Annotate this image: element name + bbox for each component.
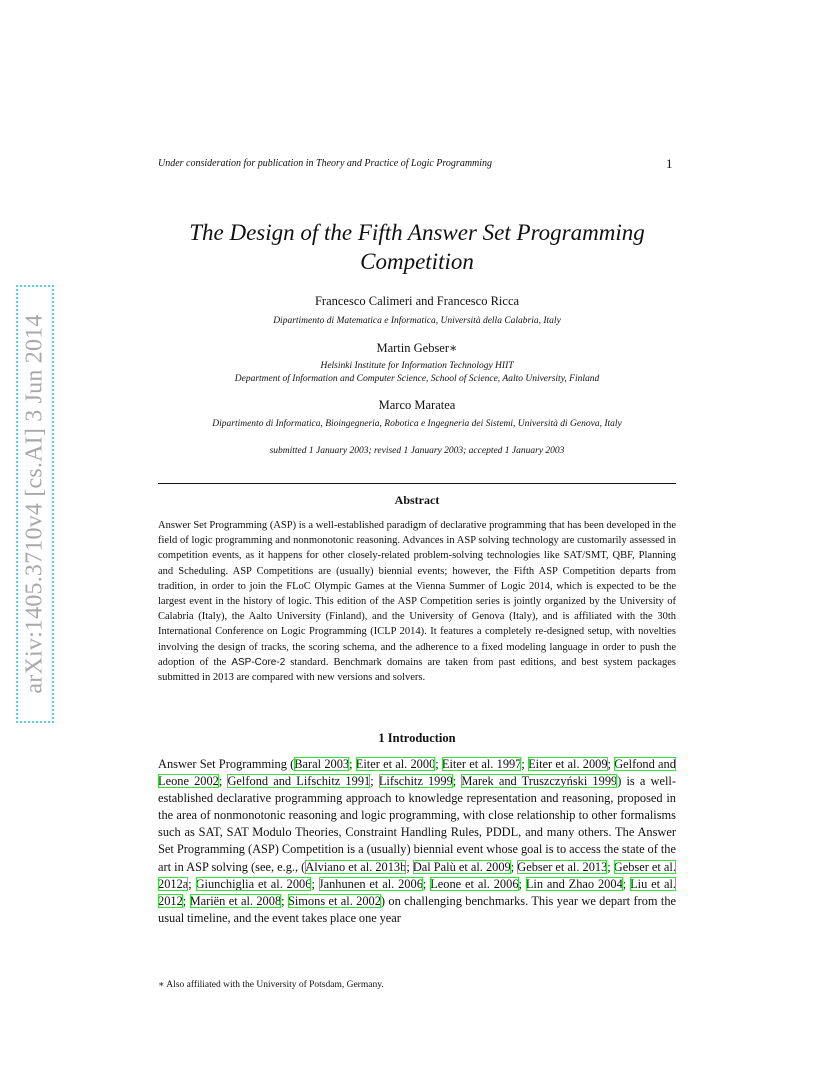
citation-link[interactable]: Alviano et al. 2013b bbox=[305, 859, 407, 874]
citation-link[interactable]: Dal Palù et al. 2009 bbox=[412, 859, 511, 874]
paper-title: The Design of the Fifth Answer Set Programming Competition bbox=[189, 220, 645, 274]
section-heading: 1 Introduction bbox=[378, 731, 456, 745]
introduction-body: Answer Set Programming (Baral 2003; Eiter et al. 2000; Eiter et al. 1997; Eiter et al. 2009; Gelfond and Leone 2002; Gelfond and Lifschitz 1991; Lifschitz 1999; Marek and Truszczyński 1999) is a well-established declarative programming approach to knowledge representation and reasoning, proposed in the area of nonmonotonic reasoning and logic programming, with close relationship to other formalisms such as SAT, SAT Modulo Theories, Constraint Handling Rules, PDDL, and many others. The Answer Set Programming (ASP) Competition is a (usually) biennial event whose goal is to access the state of the art in ASP solving (see, e.g., (Alviano et al. 2013b; Dal Palù et al. 2009; Gebser et al. 2013; Gebser et al. 2012a; Giunchiglia et al. 2006; Janhunen et al. 2006; Leone et al. 2006; Lin and Zhao 2004; Liu et al. 2012; Mariën et al. 2008; Simons et al. 2002) on challenging benchmarks. This year we depart from the usual timeline, and the event takes place one year bbox=[158, 757, 677, 925]
body-text: ) on challenging benchmarks. This year we depart from the usual timeline, and the event takes place one year bbox=[158, 893, 677, 925]
citation-link[interactable]: Baral 2003 bbox=[294, 757, 350, 771]
author-names: Marco Maratea bbox=[378, 398, 456, 412]
citation-link[interactable]: Eiter et al. 1997 bbox=[441, 757, 522, 771]
citation-link[interactable]: Gebser et al. 2012a bbox=[158, 859, 676, 891]
author-names: Francesco Calimeri and Francesco Ricca bbox=[314, 294, 520, 308]
citation-link[interactable]: Simons et al. 2002 bbox=[287, 893, 381, 908]
citation-link[interactable]: Janhunen et al. 2006 bbox=[318, 876, 423, 891]
citation-link[interactable]: Liu et al. 2012 bbox=[158, 876, 676, 908]
asp-core-2-term: ASP-Core-2 bbox=[231, 656, 286, 668]
citation-link[interactable]: Mariën et al. 2008 bbox=[189, 893, 282, 908]
citation-link[interactable]: Eiter et al. 2009 bbox=[528, 757, 608, 771]
footnote: ∗ Also affiliated with the University of Potsdam, Germany. bbox=[158, 980, 384, 990]
citation-link[interactable]: Giunchiglia et al. 2006 bbox=[195, 876, 312, 891]
page-number: 1 bbox=[666, 156, 673, 171]
running-head: Under consideration for publication in Theory and Practice of Logic Programming bbox=[158, 158, 493, 169]
body-text: Answer Set Programming ( bbox=[158, 757, 295, 771]
abstract-heading: Abstract bbox=[394, 493, 440, 507]
citation-link[interactable]: Eiter et al. 2000 bbox=[355, 757, 436, 771]
citation-link[interactable]: Gelfond and Lifschitz 1991 bbox=[227, 774, 371, 789]
author-affiliation: Department of Information and Computer Science, School of Science, Aalto University, Finland bbox=[234, 374, 600, 384]
author-names: Martin Gebser∗ bbox=[376, 341, 458, 355]
abstract-text: Answer Set Programming (ASP) is a well-established paradigm of declarative programming that has been developed in the field of logic programming and nonmonotonic reasoning. Advances in ASP solving technology are customarily assessed in competition events, as it happens for other closely-related problem-solving technologies like SAT/SMT, QBF, Planning and Scheduling. ASP Competitions are (usually) biennial events; however, the Fifth ASP Competition departs from tradition, in order to join the FLoC Olympic Games at the Vienna Summer of Logic 2014, which is expected to be the largest event in the history of logic. This edition of the ASP Competition series is jointly organized by the University of Calabria (Italy), the Aalto University (Finland), and the University of Genova (Italy), and is affiliated with the 30th International Conference on Logic Programming (ICLP 2014). It features a completely re-designed setup, with novelties involving the design of tracks, the scoring schema, and the adherence to a fixed modeling language in order to push the adoption of the bbox=[158, 520, 676, 668]
citation-link[interactable]: Leone et al. 2006 bbox=[430, 876, 519, 891]
arxiv-identifier: arXiv:1405.3710v4 [cs.AI] 3 Jun 2014 bbox=[21, 314, 48, 694]
submission-info: submitted 1 January 2003; revised 1 January 2003; accepted 1 January 2003 bbox=[269, 446, 565, 456]
abstract-text: standard. Benchmark domains are taken from past editions, and best system packages submitted in 2013 are compared with new versions and solvers. bbox=[158, 656, 676, 684]
citation-link[interactable]: Lin and Zhao 2004 bbox=[525, 876, 623, 891]
citation-link[interactable]: Gelfond and Leone 2002 bbox=[158, 757, 676, 789]
citation-link[interactable]: Gebser et al. 2013 bbox=[517, 859, 608, 874]
citation-link[interactable]: Marek and Truszczyński 1999 bbox=[461, 774, 618, 789]
author-affiliation: Helsinki Institute for Information Technology HIIT bbox=[320, 361, 514, 371]
citation-link[interactable]: Lifschitz 1999 bbox=[378, 774, 453, 789]
divider bbox=[158, 483, 676, 484]
abstract-body bbox=[158, 518, 676, 685]
arxiv-stamp bbox=[16, 285, 54, 723]
author-affiliation: Dipartimento di Informatica, Bioingegneria, Robotica e Ingegneria dei Sistemi, Università di Genova, Italy bbox=[212, 419, 622, 429]
author-affiliation: Dipartimento di Matematica e Informatica, Università della Calabria, Italy bbox=[273, 316, 561, 326]
body-text: ) is a well-established declarative programming approach to knowledge representation and reasoning, proposed in the area of nonmonotonic reasoning and logic programming, with close relationship to other formalisms such as SAT, SAT Modulo Theories, Constraint Handling Rules, PDDL, and many others. The Answer Set Programming (ASP) Competition is a (usually) biennial event whose goal is to access the state of the art in ASP solving (see, e.g., ( bbox=[158, 774, 676, 874]
